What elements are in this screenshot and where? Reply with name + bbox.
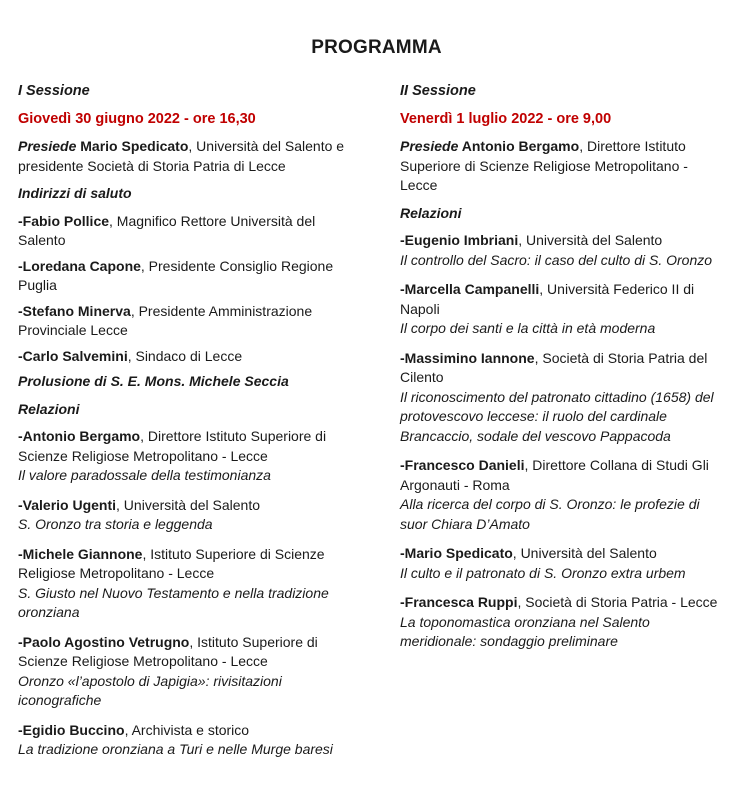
speaker-affiliation: , Direttore Istituto Superiore di Scienze Religiose Metropolitano - Lecce — [18, 428, 327, 464]
speaker-affiliation: , Magnifico Rettore Università del Salento — [18, 212, 316, 248]
talk-item — [18, 721, 358, 760]
chair-label: Presiede — [18, 138, 77, 154]
speaker-affiliation: , Sindaco di Lecce — [127, 347, 243, 364]
greeting-item — [18, 302, 358, 341]
talks-heading: Relazioni — [400, 204, 462, 221]
speaker-affiliation: , Presidente Amministrazione Provinciale Lecce — [18, 302, 313, 338]
speaker-affiliation: , Società di Storia Patria - Lecce — [517, 594, 718, 610]
talk-title: S. Oronzo tra storia e leggenda — [18, 516, 213, 532]
speaker-affiliation: , Archivista e storico — [124, 721, 250, 738]
talk-title: Il controllo del Sacro: il caso del culto di S. Oronzo — [400, 251, 713, 268]
speaker-name: -Francesca Ruppi — [400, 594, 518, 610]
talk-title: Alla ricerca del corpo di S. Oronzo: le profezie di suor Chiara D’Amato — [400, 496, 700, 532]
chair-affiliation: , Direttore Istituto Superiore di Scienze Religiose Metropolitano - Lecce — [400, 138, 688, 193]
talk-title: S. Giusto nel Nuovo Testamento e nella tradizione oronziana — [18, 584, 329, 620]
session-date: Venerdì 1 luglio 2022 - ore 9,00 — [400, 110, 612, 127]
greeting-item — [18, 347, 358, 367]
speaker-name: -Antonio Bergamo — [18, 428, 141, 444]
talk-title: Il riconoscimento del patronato cittadino (1658) del protovescovo leccese: il ruolo del cardinale Brancaccio, sodale del vescovo Pappacoda — [400, 388, 714, 444]
speaker-name: -Loredana Capone — [18, 257, 141, 274]
speaker-affiliation: , Università del Salento — [116, 496, 260, 513]
talk-item — [400, 593, 720, 652]
chair-name: Mario Spedicato — [76, 138, 189, 154]
speaker-name: -Francesco Danieli — [400, 457, 525, 473]
chair-affiliation: , Università del Salento e presidente Società di Storia Patria di Lecce — [18, 138, 345, 174]
speaker-affiliation: , Università Federico II di Napoli — [400, 281, 695, 317]
session-title: II Sessione — [400, 83, 476, 99]
session-title: I Sessione — [18, 83, 90, 99]
speaker-name: -Mario Spedicato — [400, 545, 513, 561]
talk-item — [400, 456, 720, 534]
talk-title: Il corpo dei santi e la città in età moderna — [400, 320, 656, 336]
speaker-affiliation: , Direttore Collana di Studi Gli Argonauti - Roma — [400, 457, 709, 493]
talk-item — [18, 545, 358, 623]
talk-item — [400, 349, 720, 447]
page-title: PROGRAMMA — [311, 37, 442, 58]
keynote-line: Prolusione di S. E. Mons. Michele Seccia — [18, 373, 289, 389]
talk-item — [400, 544, 720, 583]
speaker-affiliation: , Società di Storia Patria del Cilento — [400, 349, 708, 385]
speaker-name: -Fabio Pollice — [18, 212, 110, 229]
speaker-name: -Marcella Campanelli — [400, 281, 540, 297]
session-date: Giovedì 30 giugno 2022 - ore 16,30 — [18, 110, 256, 127]
chair-line — [400, 137, 720, 196]
speaker-affiliation: , Università del Salento — [518, 232, 663, 248]
speaker-affiliation: , Università del Salento — [512, 545, 657, 561]
talk-title: La toponomastica oronziana nel Salento meridionale: sondaggio preliminare — [400, 613, 650, 649]
speaker-name: -Paolo Agostino Vetrugno — [18, 633, 190, 650]
chair-name: Antonio Bergamo — [458, 138, 580, 154]
greetings-heading: Indirizzi di saluto — [18, 185, 132, 201]
speaker-affiliation: , Presidente Consiglio Regione Puglia — [18, 257, 334, 293]
speaker-affiliation: , Istituto Superiore di Scienze Religiose Metropolitano - Lecce — [18, 545, 325, 581]
talk-item — [18, 427, 358, 486]
talk-item — [18, 633, 358, 711]
speaker-name: -Egidio Buccino — [18, 721, 125, 738]
session-one-column — [18, 82, 358, 766]
speaker-name: -Michele Giannone — [18, 545, 143, 562]
speaker-name: -Carlo Salvemini — [18, 347, 128, 364]
chair-line — [18, 137, 358, 176]
speaker-name: -Valerio Ugenti — [18, 496, 117, 513]
greeting-item — [18, 257, 358, 296]
talk-item — [400, 231, 720, 270]
chair-label: Presiede — [400, 138, 459, 154]
speaker-name: -Massimino Iannone — [400, 349, 535, 366]
speaker-name: -Eugenio Imbriani — [400, 232, 519, 248]
speaker-affiliation: , Istituto Superiore di Scienze Religiose Metropolitano - Lecce — [18, 633, 318, 669]
talk-title: Oronzo «l’apostolo di Japigia»: rivisitazioni iconografiche — [18, 672, 282, 708]
talks-heading: Relazioni — [18, 400, 80, 417]
talk-title: La tradizione oronziana a Turi e nelle Murge baresi — [18, 741, 333, 757]
speaker-name: -Stefano Minerva — [18, 302, 131, 319]
talk-item — [18, 496, 358, 535]
greeting-item — [18, 212, 358, 251]
talk-item — [400, 280, 720, 339]
session-two-column — [400, 82, 720, 658]
talk-title: Il culto e il patronato di S. Oronzo extra urbem — [400, 564, 686, 581]
talk-title: Il valore paradossale della testimonianza — [18, 467, 271, 483]
